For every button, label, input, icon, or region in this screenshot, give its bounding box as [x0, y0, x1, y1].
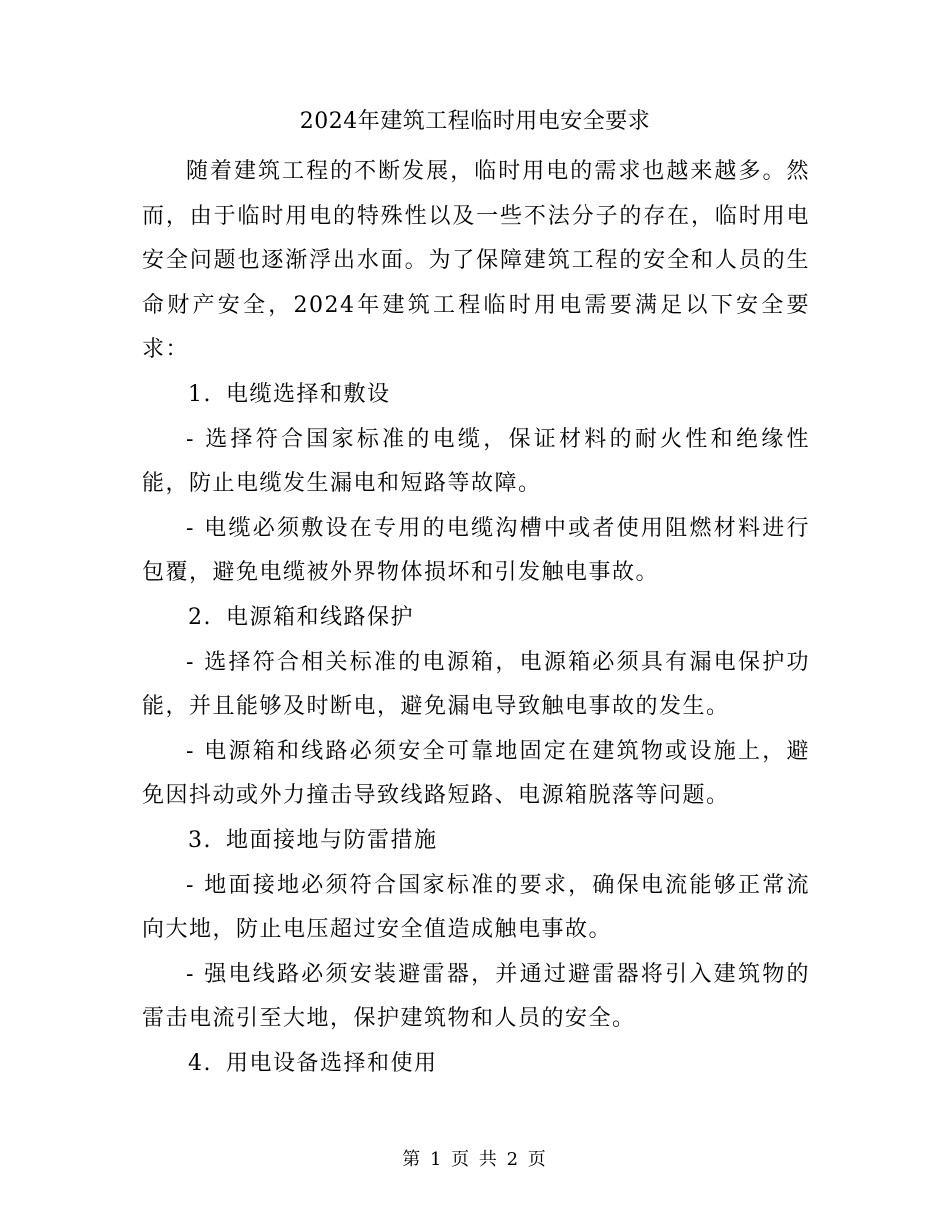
document-body	[142, 150, 810, 1086]
document-title: 2024年建筑工程临时用电安全要求	[299, 109, 651, 134]
page-footer: 第 1 页 共 2 页	[402, 1149, 548, 1170]
section-title: 电缆选择和敷设	[226, 381, 391, 407]
section-number: 4.	[188, 1050, 212, 1076]
section-number: 3.	[188, 827, 212, 853]
section-item: - 电缆必须敷设在专用的电缆沟槽中或者使用阻燃材料进行包覆，避免电缆被外界物体损坏和引发触电事故。	[142, 515, 810, 586]
section-heading-2	[142, 596, 810, 641]
section-title: 用电设备选择和使用	[226, 1050, 438, 1076]
section-number: 1.	[188, 381, 212, 407]
section-heading-1	[142, 373, 810, 418]
section-item: - 选择符合相关标准的电源箱，电源箱必须具有漏电保护功能，并且能够及时断电，避免漏电导致触电事故的发生。	[142, 649, 810, 720]
section-number: 2.	[188, 604, 212, 630]
section-item: - 地面接地必须符合国家标准的要求，确保电流能够正常流向大地，防止电压超过安全值造成触电事故。	[142, 872, 810, 943]
section-item: - 电源箱和线路必须安全可靠地固定在建筑物或设施上，避免因抖动或外力撞击导致线路短路、电源箱脱落等问题。	[142, 738, 810, 809]
section-title: 地面接地与防雷措施	[226, 827, 438, 853]
section-heading-3	[142, 819, 810, 864]
section-item: - 选择符合国家标准的电缆，保证材料的耐火性和绝缘性能，防止电缆发生漏电和短路等故障。	[142, 426, 810, 497]
section-item: - 强电线路必须安装避雷器，并通过避雷器将引入建筑物的雷击电流引至大地，保护建筑物和人员的安全。	[142, 961, 810, 1032]
intro-paragraph: 随着建筑工程的不断发展，临时用电的需求也越来越多。然而，由于临时用电的特殊性以及一些不法分子的存在，临时用电安全问题也逐渐浮出水面。为了保障建筑工程的安全和人员的生命财产安全，2024年建筑工程临时用电需要满足以下安全要求：	[142, 159, 810, 363]
section-title: 电源箱和线路保护	[226, 604, 415, 630]
section-heading-4	[142, 1042, 810, 1087]
